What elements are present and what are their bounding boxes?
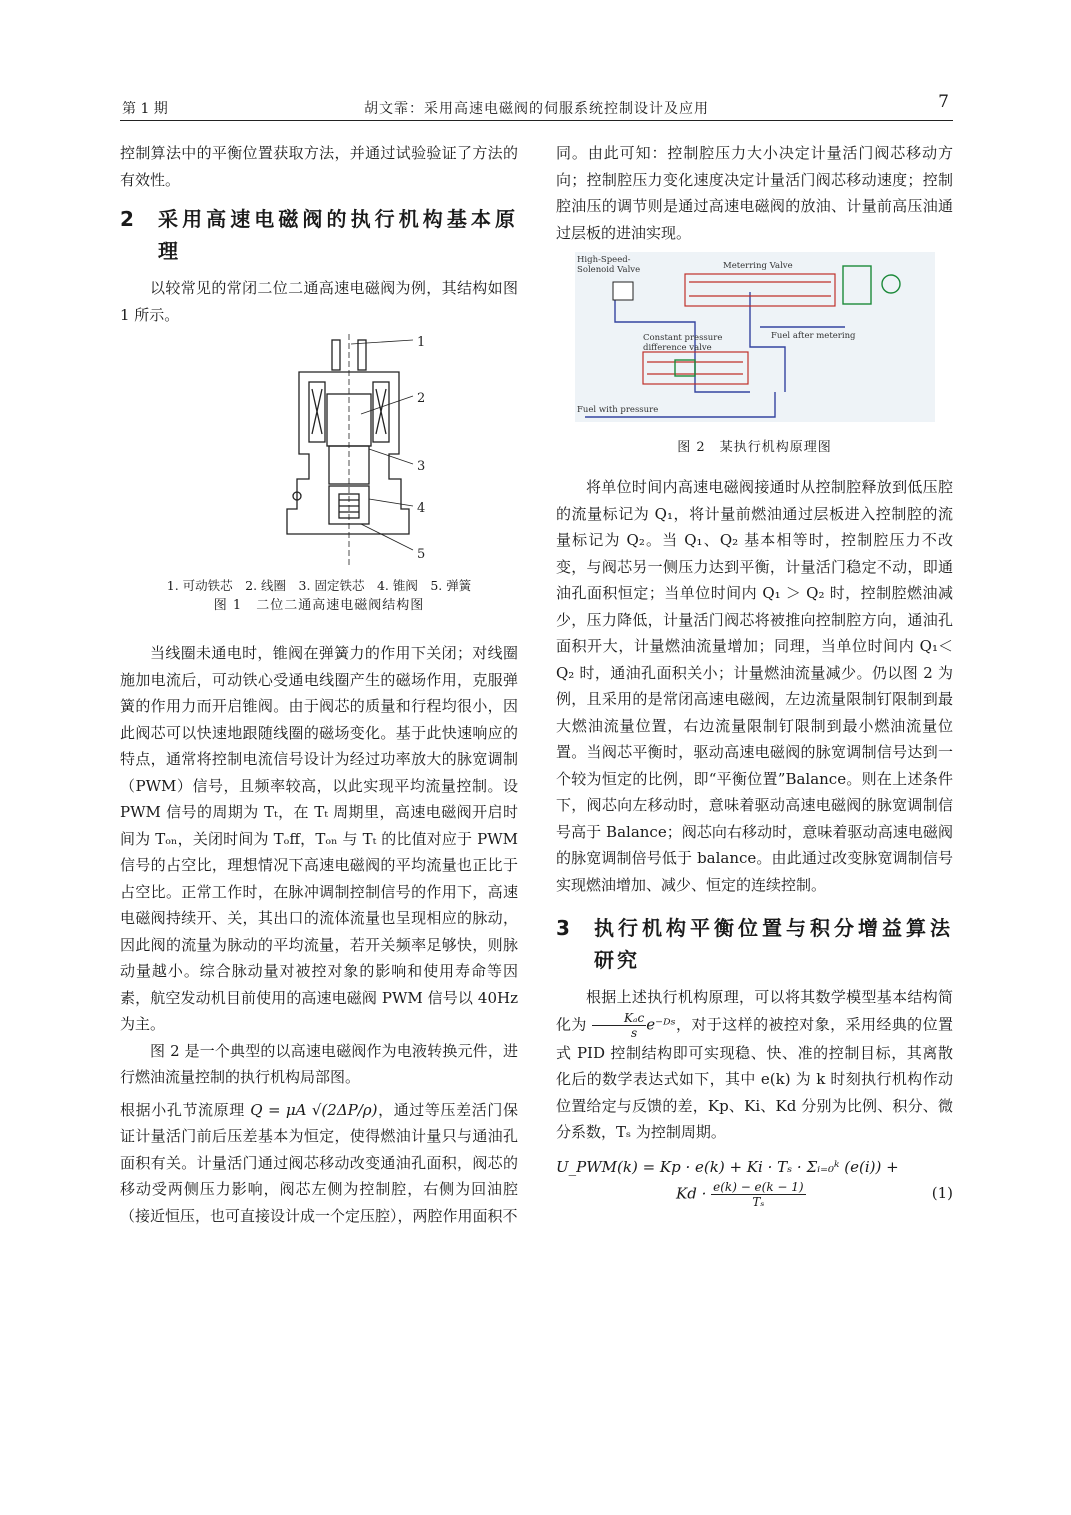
- equation-1: [556, 1154, 953, 1210]
- figure-2-caption: 图 2 某执行机构原理图: [677, 440, 832, 455]
- paragraph: 当线圈未通电时，锥阀在弹簧力的作用下关闭；对线圈施加电流后，可动铁心受通电线圈产生的磁场作用，克服弹簧的作用力而开启锥阀。由于阀芯的质量和行程均很小，因此阀芯可以快速地跟随线圈的磁场变化。基于此快速响应的特点，通常将控制电流信号设计为经过功率放大的脉宽调制（PWM）信号，且频率较高，以此实现平均流量控制。设 PWM 信号的周期为 Tₜ，在 Tₜ 周期里，高速电磁阀开启时间为 Tₒₙ，关闭时间为 Tₒff，Tₒₙ 与 Tₜ 的比值对应于 PWM 信号的占空比，理想情况下高速电磁阀的平均流量也正比于占空比。正常工作时，在脉冲调制控制信号的作用下，高速电磁阀持续开、关，其出口的流体流量也呈现相应的脉动，因此阀的流量为脉动的平均流量，若开关频率足够快，则脉动量越小。综合脉动量对被控对象的影响和使用寿命等因素，航空发动机目前使用的高速电磁阀 PWM 信号以 40Hz 为主。: [120, 644, 518, 1033]
- solenoid-valve-diagram: [169, 334, 469, 566]
- page-number: 7: [938, 92, 949, 112]
- label-fuel-with-pressure: Fuel with pressure: [576, 405, 658, 415]
- figure-1: [120, 334, 518, 616]
- paragraph: 以较常见的常闭二位二通高速电磁阀为例，其结构如图 1 所示。: [120, 279, 518, 324]
- left-column: [120, 140, 518, 1229]
- paragraph: 将单位时间内高速电磁阀接通时从控制腔释放到低压腔的流量标记为 Q₁，将计量前燃油通过层板进入控制腔的流量标记为 Q₂。当 Q₁、Q₂ 基本相等时，控制腔压力不改变，与阀芯另一侧压力达到平衡，计量活门稳定不动，即通油孔面积恒定；当单位时间内 Q₁ ＞ Q₂ 时，控制腔燃油减少，压力降低，计量活门阀芯将被推向控制腔方向，通油孔面积开大，计量燃油流量增加；同理，当单位时间内 Q₁＜Q₂ 时，通油孔面积关小；计量燃油流量减少。仍以图 2 为例，且采用的是常闭高速电磁阀，左边流量限制钉限制到最大燃油流量位置，右边流量限制钉限制到最小燃油流量位置。当阀芯平衡时，驱动高速电磁阀的脉宽调制信号达到一个较为恒定的比例，即“平衡位置”Balance。则在上述条件下，阀芯向左移动时，意味着驱动高速电磁阀的脉宽调制信号高于 Balance；阀芯向右移动时，意味着驱动高速电磁阀的脉宽调制倍号低于 balance。由此通过改变脉宽调制信号实现燃油增加、减少、恒定的连续控制。: [556, 478, 953, 894]
- section-3-heading: [556, 912, 953, 976]
- section-number: 3: [556, 916, 570, 940]
- running-header: [120, 92, 953, 121]
- figure-1-legend: 1. 可动铁芯 2. 线圈 3. 固定铁芯 4. 锥阀 5. 弹簧: [166, 578, 472, 593]
- orifice-formula: Q = μA √(2ΔP/ρ): [250, 1100, 378, 1119]
- issue-number: 第 1 期: [122, 101, 168, 117]
- label-cpdv-line2: difference valve: [642, 343, 712, 353]
- running-title: 胡文霏：采用高速电磁阀的伺服系统控制设计及应用: [364, 101, 709, 117]
- text-run: ，对于这样的被控对象，采用经典的位置式 PID 控制结构即可实现稳、快、准的控制目标，其离散化后的数学表达式如下，其中 e(k) 为 k 时刻执行机构作动位置给定与反馈的差，Kp、Ki、Kd 分别为比例、积分、微分系数，Tₛ 为控制周期。: [556, 1015, 953, 1141]
- label-fuel-after-metering: Fuel after metering: [770, 331, 855, 341]
- equation-number: (1): [931, 1184, 953, 1202]
- section-2-heading: [120, 203, 518, 267]
- figure-1-label-2: 2: [417, 391, 426, 406]
- figure-1-label-3: 3: [417, 459, 426, 474]
- equation-kd: Kd ·: [676, 1184, 707, 1203]
- intro-paragraph: 控制算法中的平衡位置获取方法，并通过试验验证了方法的有效性。: [120, 144, 518, 189]
- equation-fraction: [711, 1180, 805, 1209]
- section-title: 采用高速电磁阀的执行机构基本原理: [158, 207, 518, 263]
- text-run: ，通过等压差活门保证计量活门前后压差基本为恒定，使得燃油计量只与通油孔面积有关。计量活门通过阀芯移动改变通油孔面积，阀芯的移动受两侧压力影响，阀芯左侧为控制腔，右侧为回油腔（接近恒压，也可直接设计成一个定压腔），两腔作用面积不: [120, 1100, 518, 1225]
- label-cpdv-line1: Constant pressure: [642, 333, 722, 343]
- delay-term: e⁻ᴰˢ: [646, 1015, 676, 1033]
- paragraph: [556, 984, 953, 1146]
- equation-line-1: U_PWM(k) = Kp · e(k) + Ki · Tₛ · Σᵢ₌₀ᵏ (e(i)) +: [556, 1157, 899, 1176]
- equation-line-2: [556, 1180, 953, 1209]
- transfer-fraction: [592, 1011, 646, 1040]
- figure-1-caption: 图 1 二位二通高速电磁阀结构图: [213, 598, 425, 613]
- figure-1-label-1: 1: [417, 335, 426, 350]
- text-run: 根据上述执行机构原理，可以将其数学模型基本结构简化为: [556, 988, 953, 1033]
- fraction-denominator: s: [631, 1025, 638, 1040]
- label-hssv-line2: Solenoid Valve: [576, 265, 640, 275]
- figure-1-label-4: 4: [417, 501, 426, 516]
- label-hssv-line1: High-Speed-: [576, 255, 631, 265]
- paragraph: 同。由此可知：控制腔压力大小决定计量活门阀芯移动方向；控制腔压力变化速度决定计量活门阀芯移动速度；控制腔油压的调节则是通过高速电磁阀的放油、计量前高压油通过层板的进油实现。: [556, 144, 953, 242]
- paragraph: [120, 1097, 518, 1230]
- figure-2: [556, 252, 953, 458]
- section-number: 2: [120, 207, 134, 231]
- text-run: 根据小孔节流原理: [120, 1100, 245, 1119]
- paragraph: 图 2 是一个典型的以高速电磁阀作为电液转换元件，进行燃油流量控制的执行机构局部图。: [120, 1041, 518, 1086]
- fraction-numerator: e(k) − e(k − 1): [713, 1180, 804, 1194]
- figure-1-label-5: 5: [417, 547, 426, 562]
- actuator-schematic: [575, 252, 935, 422]
- fraction-numerator: Kₐc: [592, 1011, 646, 1026]
- right-column: [556, 140, 953, 1209]
- section-title: 执行机构平衡位置与积分增益算法研究: [594, 916, 953, 972]
- label-metering-valve: Meterring Valve: [722, 261, 793, 271]
- fraction-denominator: Tₛ: [752, 1195, 765, 1209]
